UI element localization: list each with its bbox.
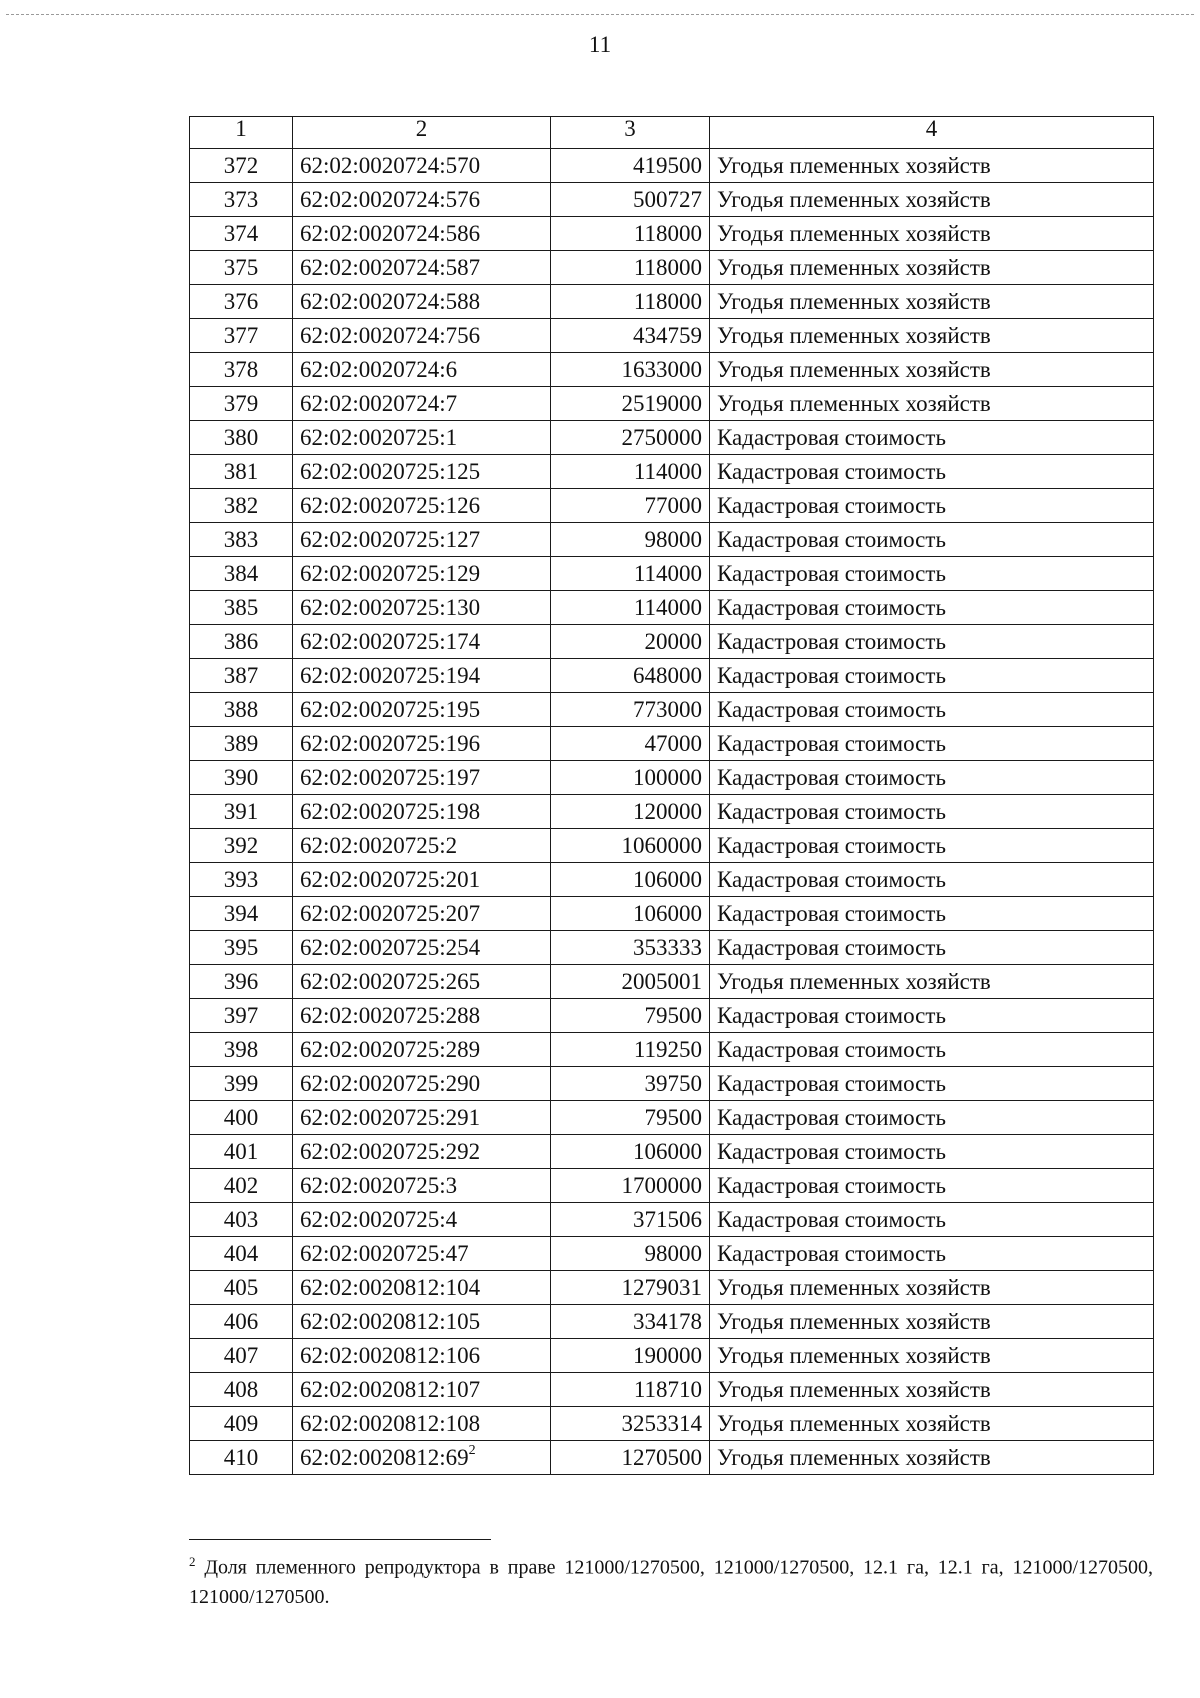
row-number-cell: 375 xyxy=(190,251,293,285)
description-cell: Угодья племенных хозяйств xyxy=(710,1339,1154,1373)
description-cell: Угодья племенных хозяйств xyxy=(710,183,1154,217)
table-row xyxy=(190,1271,1154,1305)
row-number-cell: 393 xyxy=(190,863,293,897)
value-cell: 118000 xyxy=(551,217,710,251)
cadastral-number-cell: 62:02:0020724:587 xyxy=(293,251,551,285)
value-cell: 114000 xyxy=(551,557,710,591)
cadastral-number-cell: 62:02:0020725:254 xyxy=(293,931,551,965)
row-number-cell: 405 xyxy=(190,1271,293,1305)
row-number-cell: 374 xyxy=(190,217,293,251)
description-cell: Кадастровая стоимость xyxy=(710,1203,1154,1237)
row-number-cell: 404 xyxy=(190,1237,293,1271)
description-cell: Угодья племенных хозяйств xyxy=(710,149,1154,183)
cadastral-number-cell: 62:02:0020812:106 xyxy=(293,1339,551,1373)
value-cell: 353333 xyxy=(551,931,710,965)
description-cell: Кадастровая стоимость xyxy=(710,1033,1154,1067)
description-cell: Кадастровая стоимость xyxy=(710,795,1154,829)
row-number-cell: 385 xyxy=(190,591,293,625)
value-cell: 118710 xyxy=(551,1373,710,1407)
cadastral-number-cell: 62:02:0020725:288 xyxy=(293,999,551,1033)
row-number-cell: 379 xyxy=(190,387,293,421)
row-number-cell: 378 xyxy=(190,353,293,387)
value-cell: 434759 xyxy=(551,319,710,353)
description-cell: Кадастровая стоимость xyxy=(710,591,1154,625)
row-number-cell: 383 xyxy=(190,523,293,557)
value-cell: 1633000 xyxy=(551,353,710,387)
table-row xyxy=(190,1407,1154,1441)
row-number-cell: 390 xyxy=(190,761,293,795)
cadastral-number-cell: 62:02:0020724:588 xyxy=(293,285,551,319)
cadastral-number-cell: 62:02:0020725:125 xyxy=(293,455,551,489)
value-cell: 79500 xyxy=(551,999,710,1033)
cadastral-number-cell: 62:02:0020725:130 xyxy=(293,591,551,625)
cadastral-number-cell: 62:02:0020724:576 xyxy=(293,183,551,217)
value-cell: 1700000 xyxy=(551,1169,710,1203)
row-number-cell: 407 xyxy=(190,1339,293,1373)
description-cell: Угодья племенных хозяйств xyxy=(710,1407,1154,1441)
value-cell: 334178 xyxy=(551,1305,710,1339)
table-row xyxy=(190,795,1154,829)
description-cell: Угодья племенных хозяйств xyxy=(710,387,1154,421)
value-cell: 2005001 xyxy=(551,965,710,999)
value-cell: 648000 xyxy=(551,659,710,693)
cadastral-number-cell: 62:02:0020725:265 xyxy=(293,965,551,999)
row-number-cell: 400 xyxy=(190,1101,293,1135)
description-cell: Кадастровая стоимость xyxy=(710,1067,1154,1101)
value-cell: 118000 xyxy=(551,285,710,319)
table-row xyxy=(190,659,1154,693)
table-body xyxy=(190,117,1154,1475)
table-row xyxy=(190,727,1154,761)
cadastral-number-cell: 62:02:0020725:291 xyxy=(293,1101,551,1135)
value-cell: 39750 xyxy=(551,1067,710,1101)
description-cell: Кадастровая стоимость xyxy=(710,1135,1154,1169)
description-cell: Кадастровая стоимость xyxy=(710,931,1154,965)
table-row xyxy=(190,217,1154,251)
row-number-cell: 388 xyxy=(190,693,293,727)
row-number-cell: 380 xyxy=(190,421,293,455)
description-cell: Кадастровая стоимость xyxy=(710,897,1154,931)
description-cell: Кадастровая стоимость xyxy=(710,1237,1154,1271)
cadastral-number-cell: 62:02:0020725:196 xyxy=(293,727,551,761)
cadastral-number-cell: 62:02:0020812:105 xyxy=(293,1305,551,1339)
description-cell: Кадастровая стоимость xyxy=(710,625,1154,659)
description-cell: Кадастровая стоимость xyxy=(710,421,1154,455)
value-cell: 79500 xyxy=(551,1101,710,1135)
scan-top-rule xyxy=(6,14,1194,15)
cadastral-number-cell: 62:02:0020724:586 xyxy=(293,217,551,251)
cadastral-number-cell: 62:02:0020724:7 xyxy=(293,387,551,421)
cadastral-number-cell: 62:02:0020724:756 xyxy=(293,319,551,353)
description-cell: Угодья племенных хозяйств xyxy=(710,1373,1154,1407)
cadastral-number-cell: 62:02:0020725:174 xyxy=(293,625,551,659)
value-cell: 98000 xyxy=(551,523,710,557)
description-cell: Кадастровая стоимость xyxy=(710,1101,1154,1135)
row-number-cell: 387 xyxy=(190,659,293,693)
table-row xyxy=(190,251,1154,285)
table-row xyxy=(190,421,1154,455)
cadastral-number-text: 62:02:0020812:69 xyxy=(300,1444,469,1470)
table-row xyxy=(190,1169,1154,1203)
cadastral-number-cell: 62:02:0020725:201 xyxy=(293,863,551,897)
description-cell: Кадастровая стоимость xyxy=(710,557,1154,591)
value-cell: 106000 xyxy=(551,1135,710,1169)
value-cell: 100000 xyxy=(551,761,710,795)
value-cell: 3253314 xyxy=(551,1407,710,1441)
description-cell: Угодья племенных хозяйств xyxy=(710,353,1154,387)
column-header: 3 xyxy=(551,117,710,149)
table-row xyxy=(190,1373,1154,1407)
cadastral-number-cell: 62:02:0020725:127 xyxy=(293,523,551,557)
row-number-cell: 409 xyxy=(190,1407,293,1441)
cadastral-number-cell: 62:02:0020725:2 xyxy=(293,829,551,863)
table-header-row xyxy=(190,117,1154,149)
cadastral-number-cell: 62:02:0020725:198 xyxy=(293,795,551,829)
cadastral-number-cell: 62:02:0020725:194 xyxy=(293,659,551,693)
table-row xyxy=(190,387,1154,421)
table-row xyxy=(190,319,1154,353)
table-row xyxy=(190,285,1154,319)
value-cell: 20000 xyxy=(551,625,710,659)
cadastral-number-cell: 62:02:0020725:195 xyxy=(293,693,551,727)
cadastral-number-cell: 62:02:0020725:47 xyxy=(293,1237,551,1271)
description-cell: Угодья племенных хозяйств xyxy=(710,1271,1154,1305)
table-row xyxy=(190,625,1154,659)
description-cell: Угодья племенных хозяйств xyxy=(710,1441,1154,1475)
row-number-cell: 399 xyxy=(190,1067,293,1101)
value-cell: 120000 xyxy=(551,795,710,829)
row-number-cell: 376 xyxy=(190,285,293,319)
table-row xyxy=(190,557,1154,591)
description-cell: Кадастровая стоимость xyxy=(710,761,1154,795)
row-number-cell: 391 xyxy=(190,795,293,829)
row-number-cell: 386 xyxy=(190,625,293,659)
column-header: 1 xyxy=(190,117,293,149)
description-cell: Угодья племенных хозяйств xyxy=(710,319,1154,353)
row-number-cell: 408 xyxy=(190,1373,293,1407)
row-number-cell: 384 xyxy=(190,557,293,591)
cadastral-number-cell: 62:02:0020725:1 xyxy=(293,421,551,455)
value-cell: 77000 xyxy=(551,489,710,523)
row-number-cell: 381 xyxy=(190,455,293,489)
table-row xyxy=(190,965,1154,999)
cadastral-number-cell: 62:02:0020725:126 xyxy=(293,489,551,523)
cadastral-number-cell: 62:02:0020725:197 xyxy=(293,761,551,795)
table-row xyxy=(190,999,1154,1033)
value-cell: 190000 xyxy=(551,1339,710,1373)
description-cell: Кадастровая стоимость xyxy=(710,455,1154,489)
table-row xyxy=(190,1237,1154,1271)
page-number: 11 xyxy=(588,32,612,57)
table-row xyxy=(190,183,1154,217)
row-number-cell: 403 xyxy=(190,1203,293,1237)
table-row xyxy=(190,1033,1154,1067)
description-cell: Кадастровая стоимость xyxy=(710,863,1154,897)
description-cell: Кадастровая стоимость xyxy=(710,1169,1154,1203)
cadastral-number-cell: 62:02:0020812:107 xyxy=(293,1373,551,1407)
cadastral-number-cell: 62:02:0020725:289 xyxy=(293,1033,551,1067)
footnote-marker: 2 xyxy=(189,1554,196,1569)
footnote-text: Доля племенного репродуктора в праве 121000/1270500, 121000/1270500, 12.1 га, 12.1 га, 121000/1270500, 121000/1270500. xyxy=(189,1556,1153,1608)
value-cell: 98000 xyxy=(551,1237,710,1271)
table-row xyxy=(190,829,1154,863)
description-cell: Угодья племенных хозяйств xyxy=(710,285,1154,319)
description-cell: Угодья племенных хозяйств xyxy=(710,217,1154,251)
table-row xyxy=(190,1101,1154,1135)
table-row xyxy=(190,931,1154,965)
value-cell: 106000 xyxy=(551,863,710,897)
value-cell: 371506 xyxy=(551,1203,710,1237)
row-number-cell: 410 xyxy=(190,1441,293,1475)
row-number-cell: 382 xyxy=(190,489,293,523)
table-row xyxy=(190,863,1154,897)
value-cell: 2750000 xyxy=(551,421,710,455)
value-cell: 119250 xyxy=(551,1033,710,1067)
row-number-cell: 402 xyxy=(190,1169,293,1203)
row-number-cell: 389 xyxy=(190,727,293,761)
description-cell: Кадастровая стоимость xyxy=(710,829,1154,863)
table-row xyxy=(190,591,1154,625)
cadastral-number-cell: 62:02:0020812:108 xyxy=(293,1407,551,1441)
footnote xyxy=(189,1547,1153,1612)
cadastral-number-cell: 62:02:0020724:6 xyxy=(293,353,551,387)
value-cell: 419500 xyxy=(551,149,710,183)
row-number-cell: 392 xyxy=(190,829,293,863)
value-cell: 1060000 xyxy=(551,829,710,863)
row-number-cell: 372 xyxy=(190,149,293,183)
row-number-cell: 401 xyxy=(190,1135,293,1169)
value-cell: 773000 xyxy=(551,693,710,727)
table-row xyxy=(190,523,1154,557)
table-row xyxy=(190,1135,1154,1169)
row-number-cell: 394 xyxy=(190,897,293,931)
description-cell: Угодья племенных хозяйств xyxy=(710,1305,1154,1339)
table-row xyxy=(190,897,1154,931)
cadastral-number-cell: 62:02:0020725:3 xyxy=(293,1169,551,1203)
description-cell: Кадастровая стоимость xyxy=(710,659,1154,693)
description-cell: Кадастровая стоимость xyxy=(710,999,1154,1033)
cadastral-number-cell: 62:02:0020812:104 xyxy=(293,1271,551,1305)
table-row xyxy=(190,1067,1154,1101)
table-row xyxy=(190,693,1154,727)
table-row xyxy=(190,761,1154,795)
value-cell: 114000 xyxy=(551,591,710,625)
table-row xyxy=(190,1305,1154,1339)
table-row xyxy=(190,489,1154,523)
description-cell: Угодья племенных хозяйств xyxy=(710,251,1154,285)
column-header: 4 xyxy=(710,117,1154,149)
table-row xyxy=(190,353,1154,387)
value-cell: 114000 xyxy=(551,455,710,489)
table-row xyxy=(190,1339,1154,1373)
value-cell: 118000 xyxy=(551,251,710,285)
value-cell: 47000 xyxy=(551,727,710,761)
value-cell: 1270500 xyxy=(551,1441,710,1475)
description-cell: Угодья племенных хозяйств xyxy=(710,965,1154,999)
value-cell: 2519000 xyxy=(551,387,710,421)
value-cell: 500727 xyxy=(551,183,710,217)
cadastral-number-cell xyxy=(293,1441,551,1475)
row-number-cell: 395 xyxy=(190,931,293,965)
table-row xyxy=(190,149,1154,183)
land-plots-table xyxy=(189,116,1154,1475)
table-row xyxy=(190,1203,1154,1237)
cadastral-number-cell: 62:02:0020725:207 xyxy=(293,897,551,931)
cadastral-number-cell: 62:02:0020725:4 xyxy=(293,1203,551,1237)
value-cell: 106000 xyxy=(551,897,710,931)
table-row xyxy=(190,455,1154,489)
column-header: 2 xyxy=(293,117,551,149)
cadastral-number-cell: 62:02:0020725:129 xyxy=(293,557,551,591)
cadastral-number-cell: 62:02:0020725:290 xyxy=(293,1067,551,1101)
cadastral-number-cell: 62:02:0020725:292 xyxy=(293,1135,551,1169)
row-number-cell: 397 xyxy=(190,999,293,1033)
description-cell: Кадастровая стоимость xyxy=(710,727,1154,761)
row-number-cell: 396 xyxy=(190,965,293,999)
value-cell: 1279031 xyxy=(551,1271,710,1305)
footnote-separator xyxy=(189,1539,491,1540)
row-number-cell: 406 xyxy=(190,1305,293,1339)
table-row xyxy=(190,1441,1154,1475)
description-cell: Кадастровая стоимость xyxy=(710,489,1154,523)
description-cell: Кадастровая стоимость xyxy=(710,523,1154,557)
footnote-reference: 2 xyxy=(468,1442,476,1458)
row-number-cell: 377 xyxy=(190,319,293,353)
description-cell: Кадастровая стоимость xyxy=(710,693,1154,727)
cadastral-number-cell: 62:02:0020724:570 xyxy=(293,149,551,183)
row-number-cell: 398 xyxy=(190,1033,293,1067)
row-number-cell: 373 xyxy=(190,183,293,217)
